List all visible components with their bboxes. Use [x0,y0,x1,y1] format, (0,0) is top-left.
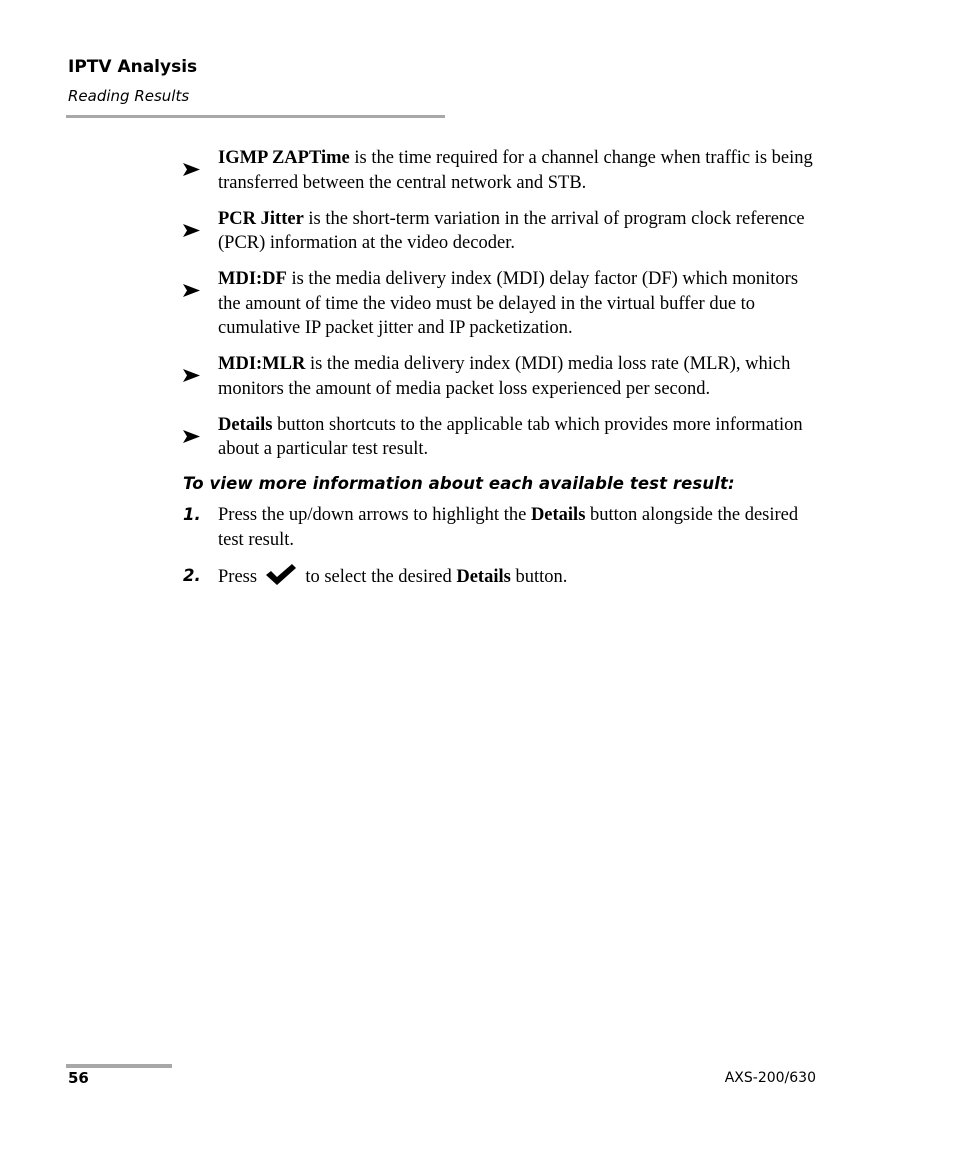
list-item [183,146,823,195]
term-description: is the time required for a channel change when traffic is being transferred between the central network and STB. [218,148,813,193]
section-subtitle: Reading Results [68,87,190,105]
list-item [183,413,823,462]
step-text: Press the up/down arrows to highlight the [218,505,531,525]
list-item [183,352,823,401]
term-description: is the media delivery index (MDI) media loss rate (MLR), which monitors the amount of media packet loss experienced per second. [218,354,791,399]
footer-divider [66,1064,172,1068]
step-text: button. [510,566,568,587]
step-item [183,564,823,594]
details-term: Details [456,566,511,587]
term-label: MDI:DF [218,269,287,289]
checkmark-icon [265,564,297,594]
term-description: is the short-term variation in the arrival of program clock reference (PCR) information at the video decoder. [218,208,805,253]
model-number: AXS-200/630 [724,1070,816,1086]
details-term: Details [530,505,586,525]
step-text: Press [218,566,262,587]
step-text: button alongside the desired test result. [218,505,799,550]
term-label: Details [218,414,273,435]
procedure-heading: To view more information about each available test result: [183,474,735,493]
term-label: MDI:MLR [218,354,306,374]
step-item [183,503,823,552]
term-label: PCR Jitter [218,208,304,229]
list-item [183,267,823,341]
procedure-steps [183,503,823,593]
list-item [183,207,823,256]
term-description: is the media delivery index (MDI) delay factor (DF) which monitors the amount of time the video must be delayed in the virtual buffer due to cumulative IP packet jitter and IP packetization. [218,269,799,338]
term-description: button shortcuts to the applicable tab which provides more information about a particular test result. [218,414,803,459]
header-divider [66,115,445,118]
term-label: IGMP ZAPTime [218,148,350,168]
step-text: to select the desired [300,566,457,587]
step-number: 1. [183,505,201,524]
step-number: 2. [183,565,201,585]
chapter-title: IPTV Analysis [68,57,198,77]
main-content [183,146,823,605]
page-number: 56 [68,1069,89,1087]
bullet-list [183,146,823,462]
